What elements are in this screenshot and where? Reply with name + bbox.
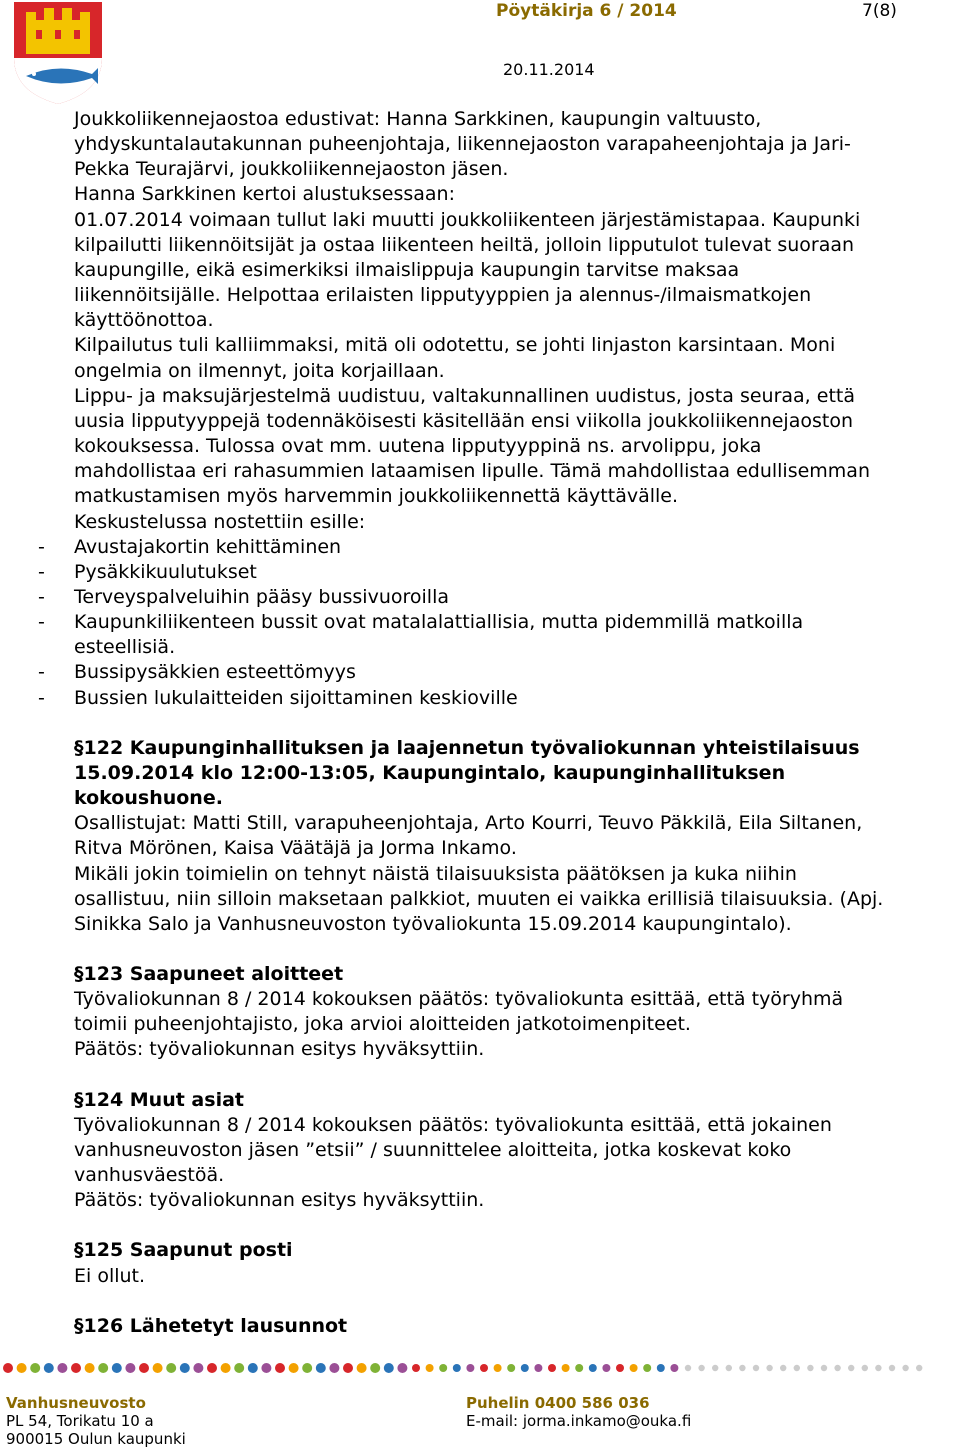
footer-dot	[562, 1364, 570, 1372]
footer-dot	[44, 1363, 54, 1373]
section-heading: §123 Saapuneet aloitteet	[74, 963, 344, 985]
section-spacer	[74, 711, 954, 736]
section	[74, 1314, 954, 1339]
footer-dot	[357, 1363, 367, 1373]
section-spacer	[74, 937, 954, 962]
footer-dot	[862, 1365, 868, 1371]
list-dash: -	[38, 585, 45, 608]
section-line: Päätös: työvaliokunnan esitys hyväksyttiin.	[74, 1189, 485, 1212]
footer-dot	[466, 1364, 474, 1372]
footer-dot	[426, 1364, 434, 1372]
footer-dot	[480, 1364, 488, 1372]
footer-dot	[261, 1363, 271, 1373]
section-heading: 15.09.2014 klo 12:00-13:05, Kaupungintalo, kaupunginhallituksen	[74, 761, 786, 784]
footer-dot	[685, 1365, 691, 1371]
list-item-text: Kaupunkiliikenteen bussit ovat matalalattiallisia, mutta pidemmillä matkoilla	[74, 611, 804, 634]
footer-dot-divider	[0, 1360, 960, 1376]
footer-dot	[507, 1364, 515, 1372]
list-item	[38, 610, 954, 660]
document-date: 20.11.2014	[503, 60, 595, 79]
document-title: Pöytäkirja 6 / 2014	[496, 1, 677, 21]
section-heading: §122 Kaupunginhallituksen ja laajennetun työvaliokunnan yhteistilaisuus	[74, 736, 860, 759]
list-dash: -	[38, 560, 45, 583]
footer-dot	[712, 1365, 718, 1371]
intro-line: kokouksessa. Tulossa ovat mm. uutena lipputyyppinä ns. arvolippu, joka	[74, 435, 762, 458]
footer-dot	[412, 1364, 420, 1372]
intro-line: ongelmia on ilmennyt, joita korjaillaan.	[74, 359, 445, 382]
intro-line: Pekka Teurajärvi, joukkoliikennejaoston jäsen.	[74, 158, 509, 181]
section-line: toimii puheenjohtajisto, joka arvioi aloitteiden jatkotoimenpiteet.	[74, 1013, 691, 1036]
footer-dot	[207, 1363, 217, 1373]
list-item-text: Bussipysäkkien esteettömyys	[74, 661, 356, 684]
footer-dot	[397, 1363, 407, 1373]
footer-dot	[302, 1363, 312, 1373]
footer-dot	[85, 1363, 95, 1373]
footer-dot	[153, 1363, 163, 1373]
section-line: vanhusväestöä.	[74, 1164, 225, 1187]
section-heading: kokoushuone.	[74, 787, 223, 810]
footer-dot	[753, 1365, 759, 1371]
footer-dot	[521, 1364, 529, 1372]
footer-dot	[180, 1363, 190, 1373]
section-line: Työvaliokunnan 8 / 2014 kokouksen päätös: työvaliokunta esittää, että jokainen	[74, 1113, 832, 1136]
footer-dot	[494, 1364, 502, 1372]
footer-dot	[902, 1365, 908, 1371]
footer-dot	[234, 1363, 244, 1373]
footer-dot	[166, 1363, 176, 1373]
intro-line: Lippu- ja maksujärjestelmä uudistuu, valtakunnallinen uudistus, josta seuraa, että	[74, 384, 855, 407]
intro-line: liikennöitsijälle. Helpottaa erilaisten lipputyyppien ja alennus-/ilmaismatkojen	[74, 284, 812, 307]
intro-line: 01.07.2014 voimaan tullut laki muutti joukkoliikenteen järjestämistapaa. Kaupunki	[74, 208, 861, 231]
footer-dot	[670, 1364, 678, 1372]
section-heading: §125 Saapunut posti	[74, 1239, 293, 1262]
section	[74, 1238, 954, 1288]
section-heading: §124 Muut asiat	[74, 1088, 244, 1111]
footer-dot	[98, 1363, 108, 1373]
document-body	[38, 107, 954, 1339]
section-line: Työvaliokunnan 8 / 2014 kokouksen päätös: työvaliokunta esittää, että työryhmä	[74, 988, 844, 1011]
list-item-text: esteellisiä.	[74, 636, 176, 659]
footer-dot	[630, 1364, 638, 1372]
footer-dot	[807, 1365, 813, 1371]
footer-dot	[916, 1365, 922, 1371]
intro-line: kaupungille, eikä esimerkiksi ilmaislippuja kaupungin tarvitse maksaa	[74, 258, 740, 281]
intro-line: uusia lipputyyppejä todennäköisesti käsitellään ensi viikolla joukkoliikennejaoston	[74, 409, 853, 432]
list-item	[38, 660, 954, 685]
section-spacer	[74, 1289, 954, 1314]
intro-line: mahdollistaa eri rahasummien lataamisen lipulle. Tämä mahdollistaa edullisemman	[74, 460, 870, 483]
intro-line: Keskustelussa nostettiin esille:	[74, 510, 366, 533]
footer-organization: Vanhusneuvosto	[6, 1394, 146, 1412]
footer-address: PL 54, Torikatu 10 a	[6, 1412, 154, 1430]
intro-line: Joukkoliikennejaostoa edustivat: Hanna Sarkkinen, kaupungin valtuusto,	[74, 108, 762, 130]
footer-dot	[726, 1365, 732, 1371]
footer-dot	[575, 1364, 583, 1372]
list-dash: -	[38, 661, 45, 684]
footer-dot	[3, 1363, 13, 1373]
footer-dot	[698, 1365, 704, 1371]
section-line: Ritva Mörönen, Kaisa Väätäjä ja Jorma Inkamo.	[74, 837, 517, 860]
list-item	[38, 585, 954, 610]
footer-dot	[248, 1363, 258, 1373]
list-item	[38, 686, 954, 711]
section-spacer	[74, 1213, 954, 1238]
footer-dot	[766, 1365, 772, 1371]
footer-dot	[739, 1365, 745, 1371]
section-line: osallistuu, niin silloin maksetaan palkkiot, muuten ei vaikka erillisiä tilaisuuksia. (Apj.	[74, 887, 884, 910]
footer-dot	[193, 1363, 203, 1373]
footer-dot	[453, 1364, 461, 1372]
list-dash: -	[38, 611, 45, 634]
footer-dot	[780, 1365, 786, 1371]
footer-dot	[289, 1363, 299, 1373]
discussion-list	[38, 535, 954, 711]
footer-dot	[548, 1364, 556, 1372]
section-heading: §126 Lähetetyt lausunnot	[74, 1314, 348, 1337]
footer-dot	[71, 1363, 81, 1373]
section-line: Ei ollut.	[74, 1264, 146, 1287]
footer-dot	[343, 1363, 353, 1373]
footer-dot	[30, 1363, 40, 1373]
footer-dot	[316, 1363, 326, 1373]
section-line: Päätös: työvaliokunnan esitys hyväksyttiin.	[74, 1038, 485, 1061]
list-item-text: Pysäkkikuulutukset	[74, 560, 257, 583]
footer-dot	[329, 1363, 339, 1373]
footer-email[interactable]: E-mail: jorma.inkamo@ouka.fi	[466, 1412, 692, 1430]
footer-dot	[616, 1364, 624, 1372]
section-spacer	[74, 1063, 954, 1088]
page-number: 7(8)	[862, 1, 897, 21]
section	[74, 962, 954, 1063]
footer-dot	[139, 1363, 149, 1373]
footer-dot	[643, 1364, 651, 1372]
footer-dot	[602, 1364, 610, 1372]
section	[74, 736, 954, 937]
sections	[74, 711, 954, 1339]
footer-dot	[589, 1364, 597, 1372]
list-dash: -	[38, 535, 45, 558]
footer-dot	[112, 1363, 122, 1373]
city-coat-of-arms-logo	[12, 0, 104, 106]
footer-dot	[889, 1365, 895, 1371]
footer-dot	[875, 1365, 881, 1371]
footer-dot	[657, 1364, 665, 1372]
list-item-text: Terveyspalveluihin pääsy bussivuoroilla	[74, 585, 449, 608]
list-dash: -	[38, 686, 45, 709]
section-line: vanhusneuvoston jäsen ”etsii” / suunnittelee aloitteita, jotka koskevat koko	[74, 1138, 792, 1161]
list-item-text: Avustajakortin kehittäminen	[74, 535, 342, 558]
footer-dot	[17, 1363, 27, 1373]
list-item	[38, 535, 954, 560]
intro-line: kilpailutti liikennöitsijät ja ostaa liikenteen heiltä, jolloin lipputulot tulevat suoraan	[74, 233, 855, 256]
footer-dot	[370, 1363, 380, 1373]
footer-dot	[221, 1363, 231, 1373]
footer-dot	[821, 1365, 827, 1371]
footer-dot	[834, 1365, 840, 1371]
footer-dot	[57, 1363, 67, 1373]
list-item	[38, 560, 954, 585]
list-item-text: Bussien lukulaitteiden sijoittaminen keskioville	[74, 686, 518, 709]
footer-postal: 900015 Oulun kaupunki	[6, 1430, 186, 1448]
intro-paragraph	[74, 107, 954, 535]
footer-dot	[275, 1363, 285, 1373]
footer-dot	[534, 1364, 542, 1372]
footer-dot	[794, 1365, 800, 1371]
section	[74, 1088, 954, 1214]
intro-line: Hanna Sarkkinen kertoi alustuksessaan:	[74, 183, 456, 206]
section-line: Osallistujat: Matti Still, varapuheenjohtaja, Arto Kourri, Teuvo Päkkilä, Eila Siltanen,	[74, 812, 863, 835]
footer-dot	[384, 1363, 394, 1373]
intro-line: yhdyskuntalautakunnan puheenjohtaja, liikennejaoston varapaheenjohtaja ja Jari-	[74, 133, 851, 156]
footer-dot	[125, 1363, 135, 1373]
intro-line: käyttöönottoa.	[74, 309, 214, 332]
footer-dot	[848, 1365, 854, 1371]
section-line: Sinikka Salo ja Vanhusneuvoston työvaliokunta 15.09.2014 kaupungintalo).	[74, 912, 792, 935]
intro-line: matkustamisen myös harvemmin joukkoliikennettä käyttävälle.	[74, 485, 679, 508]
intro-line: Kilpailutus tuli kalliimmaksi, mitä oli odotettu, se johti linjaston karsintaan. Moni	[74, 334, 836, 357]
section-line: Mikäli jokin toimielin on tehnyt näistä tilaisuuksista päätöksen ja kuka niihin	[74, 862, 797, 885]
footer-phone: Puhelin 0400 586 036	[466, 1394, 650, 1412]
footer-dot	[439, 1364, 447, 1372]
